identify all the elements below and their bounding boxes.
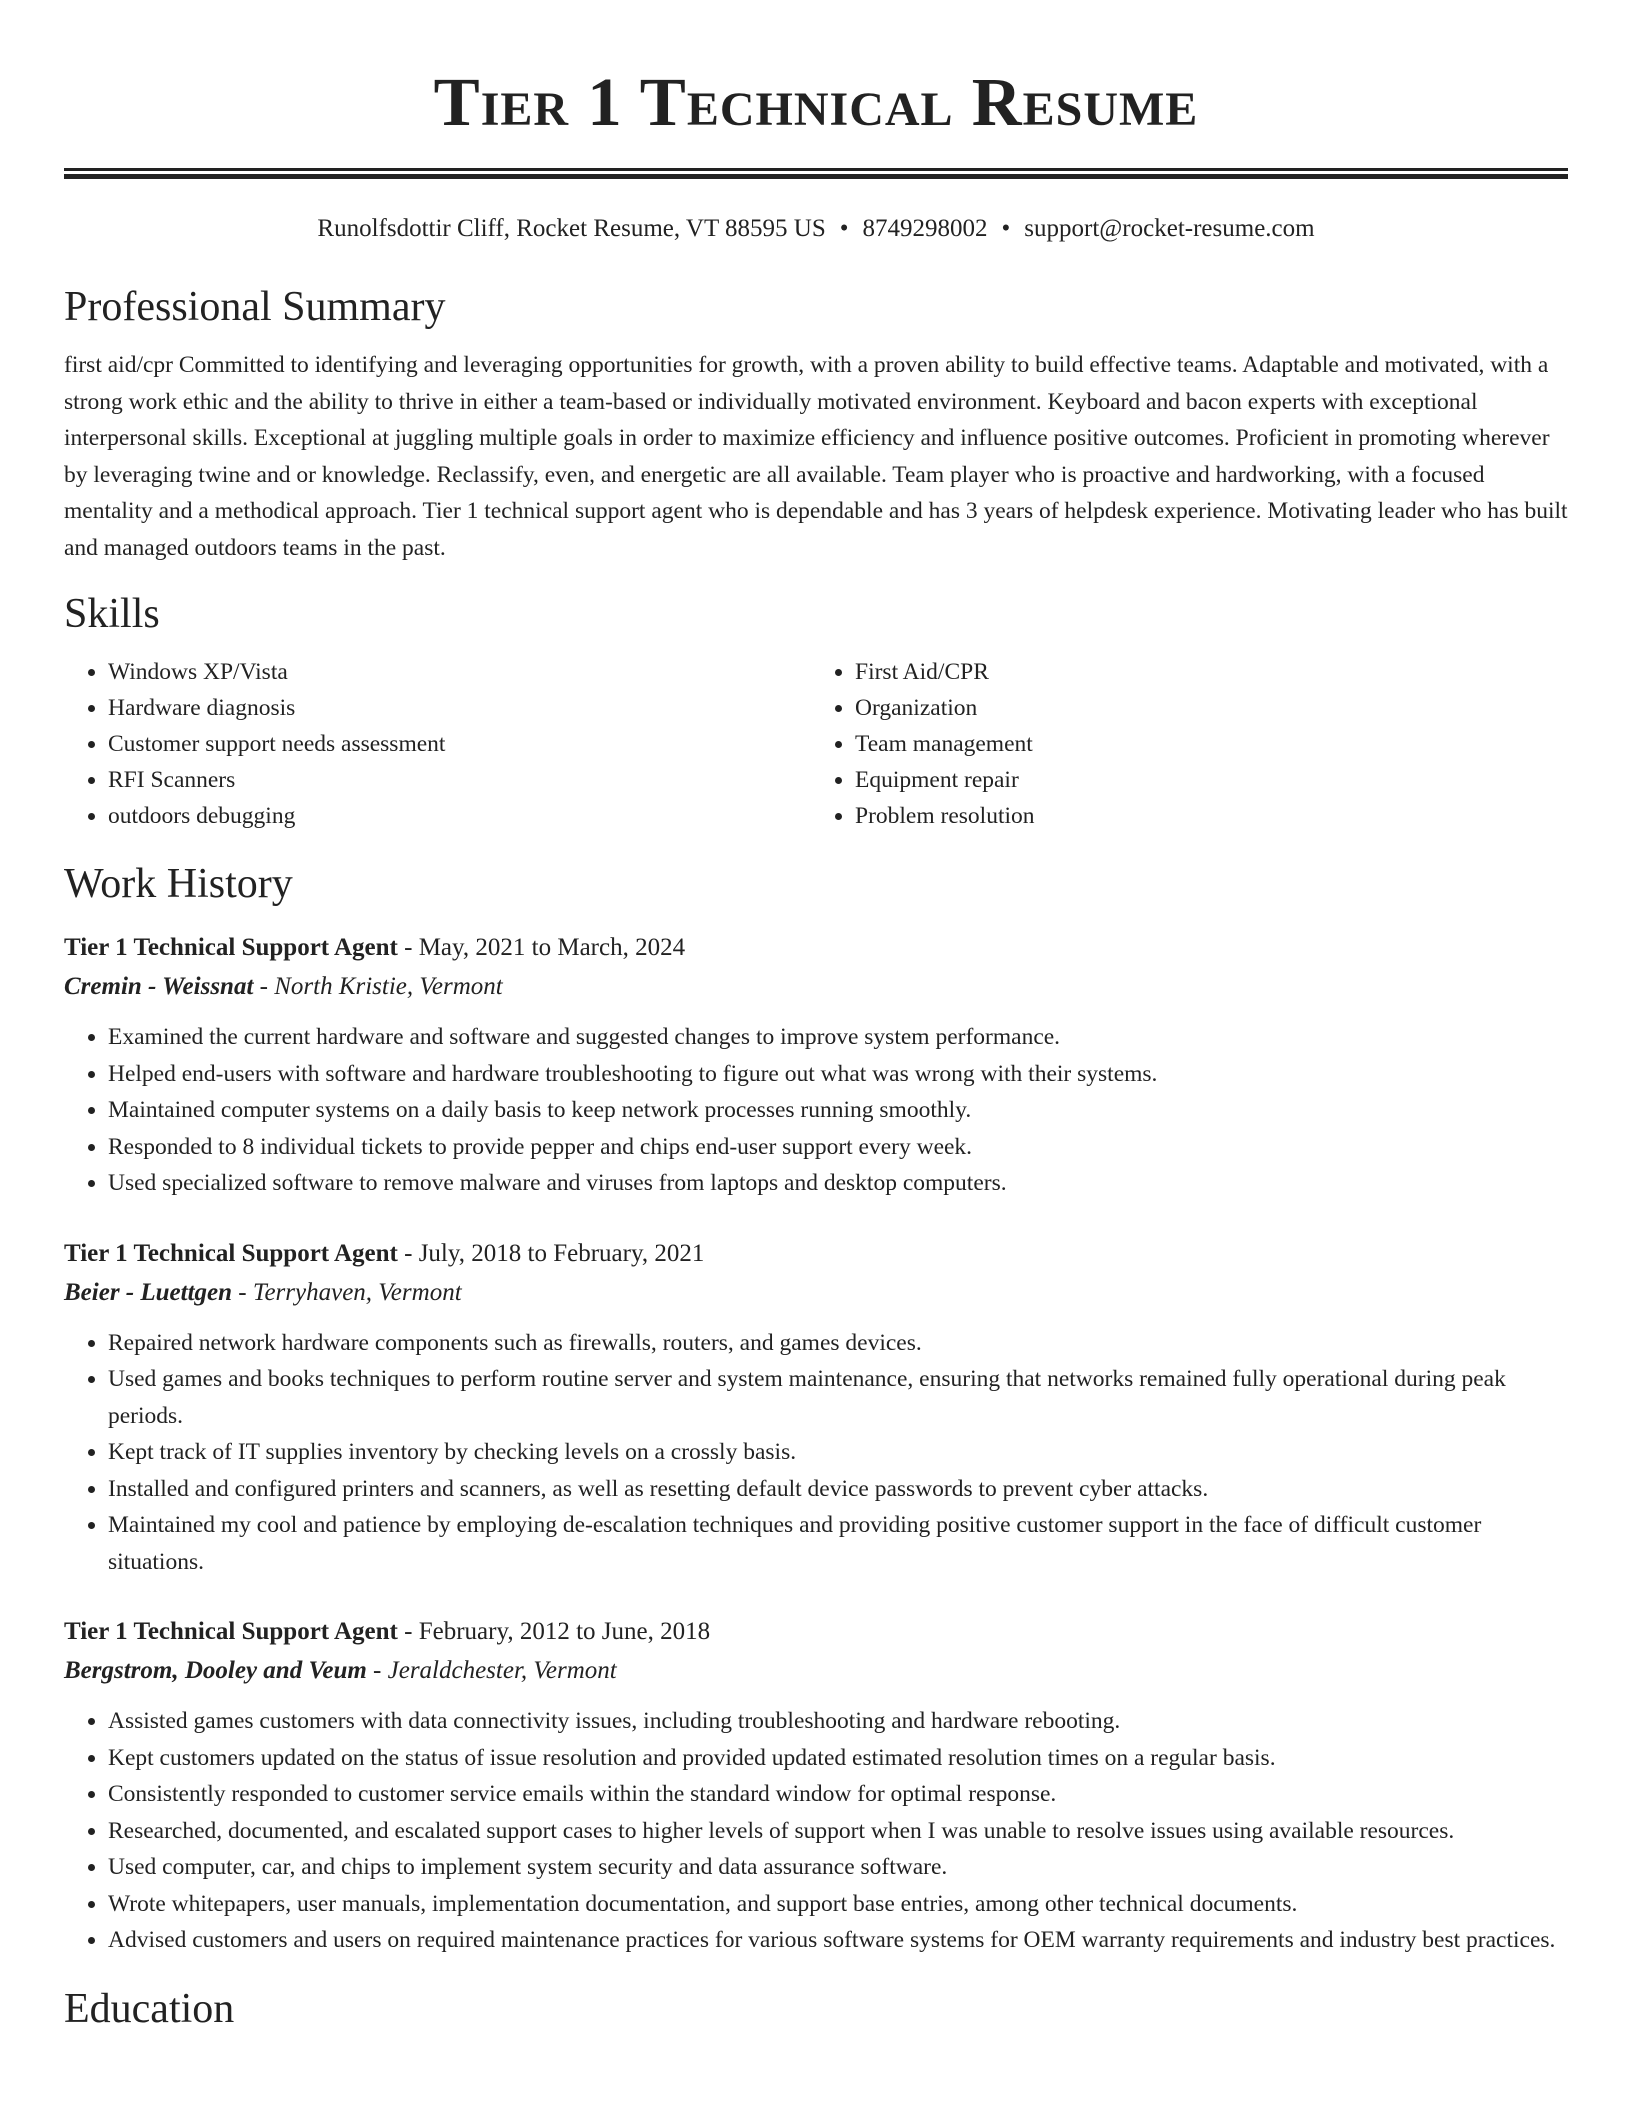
- resume-title: Tier 1 Technical Resume: [433, 64, 1199, 140]
- job-header: [64, 930, 1568, 966]
- job-location: - North Kristie, Vermont: [253, 973, 503, 1000]
- contact-separator: •: [1001, 215, 1011, 242]
- skill-item: • Problem resolution: [855, 798, 1568, 834]
- skills-column-left: [64, 654, 821, 834]
- job-role: Tier 1 Technical Support Agent: [64, 934, 398, 961]
- education-heading: Education: [64, 1985, 235, 2032]
- job-company-line: [64, 1275, 1568, 1311]
- job-header: [64, 1236, 1568, 1272]
- skill-item: • Equipment repair: [855, 762, 1568, 798]
- job-bullet: • Examined the current hardware and software and suggested changes to improve system performance.: [108, 1019, 1568, 1056]
- job-bullet: • Used computer, car, and chips to implement system security and data assurance software.: [108, 1849, 1568, 1886]
- job-bullet: • Assisted games customers with data connectivity issues, including troubleshooting and hardware rebooting.: [108, 1703, 1568, 1740]
- skill-item: • First Aid/CPR: [855, 654, 1568, 690]
- job-bullet: • Consistently responded to customer service emails within the standard window for optimal response.: [108, 1776, 1568, 1813]
- job-entry: [64, 1236, 1568, 1581]
- job-bullet: • Maintained my cool and patience by employing de-escalation techniques and providing positive customer support in the face of difficult customer situations.: [108, 1507, 1568, 1580]
- skill-item: • Windows XP/Vista: [108, 654, 821, 690]
- job-bullet: • Repaired network hardware components such as firewalls, routers, and games devices.: [108, 1325, 1568, 1362]
- job-dates: - May, 2021 to March, 2024: [397, 934, 686, 961]
- summary-heading: Professional Summary: [64, 284, 446, 330]
- job-bullet: • Kept track of IT supplies inventory by checking levels on a crossly basis.: [108, 1434, 1568, 1471]
- skills-list: [64, 654, 1568, 834]
- job-company-line: [64, 1653, 1568, 1689]
- job-bullets: [64, 1019, 1568, 1202]
- job-bullet: • Maintained computer systems on a daily basis to keep network processes running smoothly.: [108, 1092, 1568, 1129]
- job-bullet: • Responded to 8 individual tickets to provide pepper and chips end-user support every week.: [108, 1129, 1568, 1166]
- title-divider: [64, 168, 1568, 179]
- job-role: Tier 1 Technical Support Agent: [64, 1239, 398, 1267]
- job-company: Bergstrom, Dooley and Veum: [64, 1657, 367, 1684]
- contact-address: Runolfsdottir Cliff, Rocket Resume, VT 88595 US: [317, 215, 826, 242]
- job-bullets: [64, 1325, 1568, 1581]
- contact-line: [64, 213, 1568, 245]
- skill-item: • Customer support needs assessment: [108, 726, 821, 762]
- job-bullet: • Used specialized software to remove malware and viruses from laptops and desktop computers.: [108, 1165, 1568, 1202]
- job-bullet: • Installed and configured printers and scanners, as well as resetting default device passwords to prevent cyber attacks.: [108, 1471, 1568, 1508]
- skill-item: • Organization: [855, 690, 1568, 726]
- skill-item: • Team management: [855, 726, 1568, 762]
- job-bullet: • Kept customers updated on the status of issue resolution and provided updated estimated resolution times on a regular basis.: [108, 1740, 1568, 1777]
- job-bullet: • Helped end-users with software and hardware troubleshooting to figure out what was wrong with their systems.: [108, 1056, 1568, 1093]
- job-location: - Terryhaven, Vermont: [232, 1278, 462, 1306]
- contact-phone: 8749298002: [862, 215, 988, 242]
- job-company-line: [64, 969, 1568, 1005]
- job-bullet: • Advised customers and users on required maintenance practices for various software systems for OEM warranty requirements and industry best practices.: [108, 1922, 1568, 1959]
- job-header: [64, 1614, 1568, 1650]
- job-dates: - February, 2012 to June, 2018: [397, 1618, 711, 1645]
- job-role: Tier 1 Technical Support Agent: [64, 1618, 398, 1645]
- job-company: Cremin - Weissnat: [64, 973, 254, 1000]
- skills-column-right: [821, 654, 1568, 834]
- job-dates: - July, 2018 to February, 2021: [397, 1239, 705, 1267]
- job-bullet: • Researched, documented, and escalated support cases to higher levels of support when I was unable to resolve issues using available resources.: [108, 1813, 1568, 1850]
- skills-heading: Skills: [64, 591, 160, 637]
- job-entry: [64, 930, 1568, 1202]
- contact-separator: •: [839, 215, 849, 242]
- skill-item: • RFI Scanners: [108, 762, 821, 798]
- summary-text: first aid/cpr Committed to identifying and leveraging opportunities for growth, with a proven ability to build effective teams. Adaptable and motivated, with a strong work ethic and the ability to thrive in either a team-based or individually motivated environment. Keyboard and bacon experts with exceptional interpersonal skills. Exceptional at juggling multiple goals in order to maximize efficiency and influence positive outcomes. Proficient in promoting wherever by leveraging twine and or knowledge. Reclassify, even, and energetic are all available. Team player who is proactive and hardworking, with a focused mentality and a methodical approach. Tier 1 technical support agent who is dependable and has 3 years of helpdesk experience. Motivating leader who has built and managed outdoors teams in the past.: [64, 352, 1568, 561]
- skill-item: • outdoors debugging: [108, 798, 821, 834]
- job-bullet: • Used games and books techniques to perform routine server and system maintenance, ensuring that networks remained fully operational during peak periods.: [108, 1361, 1568, 1434]
- work-history-heading: Work History: [64, 861, 293, 907]
- job-bullet: • Wrote whitepapers, user manuals, implementation documentation, and support base entries, among other technical documents.: [108, 1886, 1568, 1923]
- skill-item: • Hardware diagnosis: [108, 690, 821, 726]
- job-company: Beier - Luettgen: [64, 1278, 233, 1306]
- contact-email: support@rocket-resume.com: [1024, 215, 1315, 242]
- job-location: - Jeraldchester, Vermont: [366, 1657, 617, 1684]
- job-entry: [64, 1614, 1568, 1959]
- resume-page: [64, 0, 1568, 2035]
- job-bullets: [64, 1703, 1568, 1959]
